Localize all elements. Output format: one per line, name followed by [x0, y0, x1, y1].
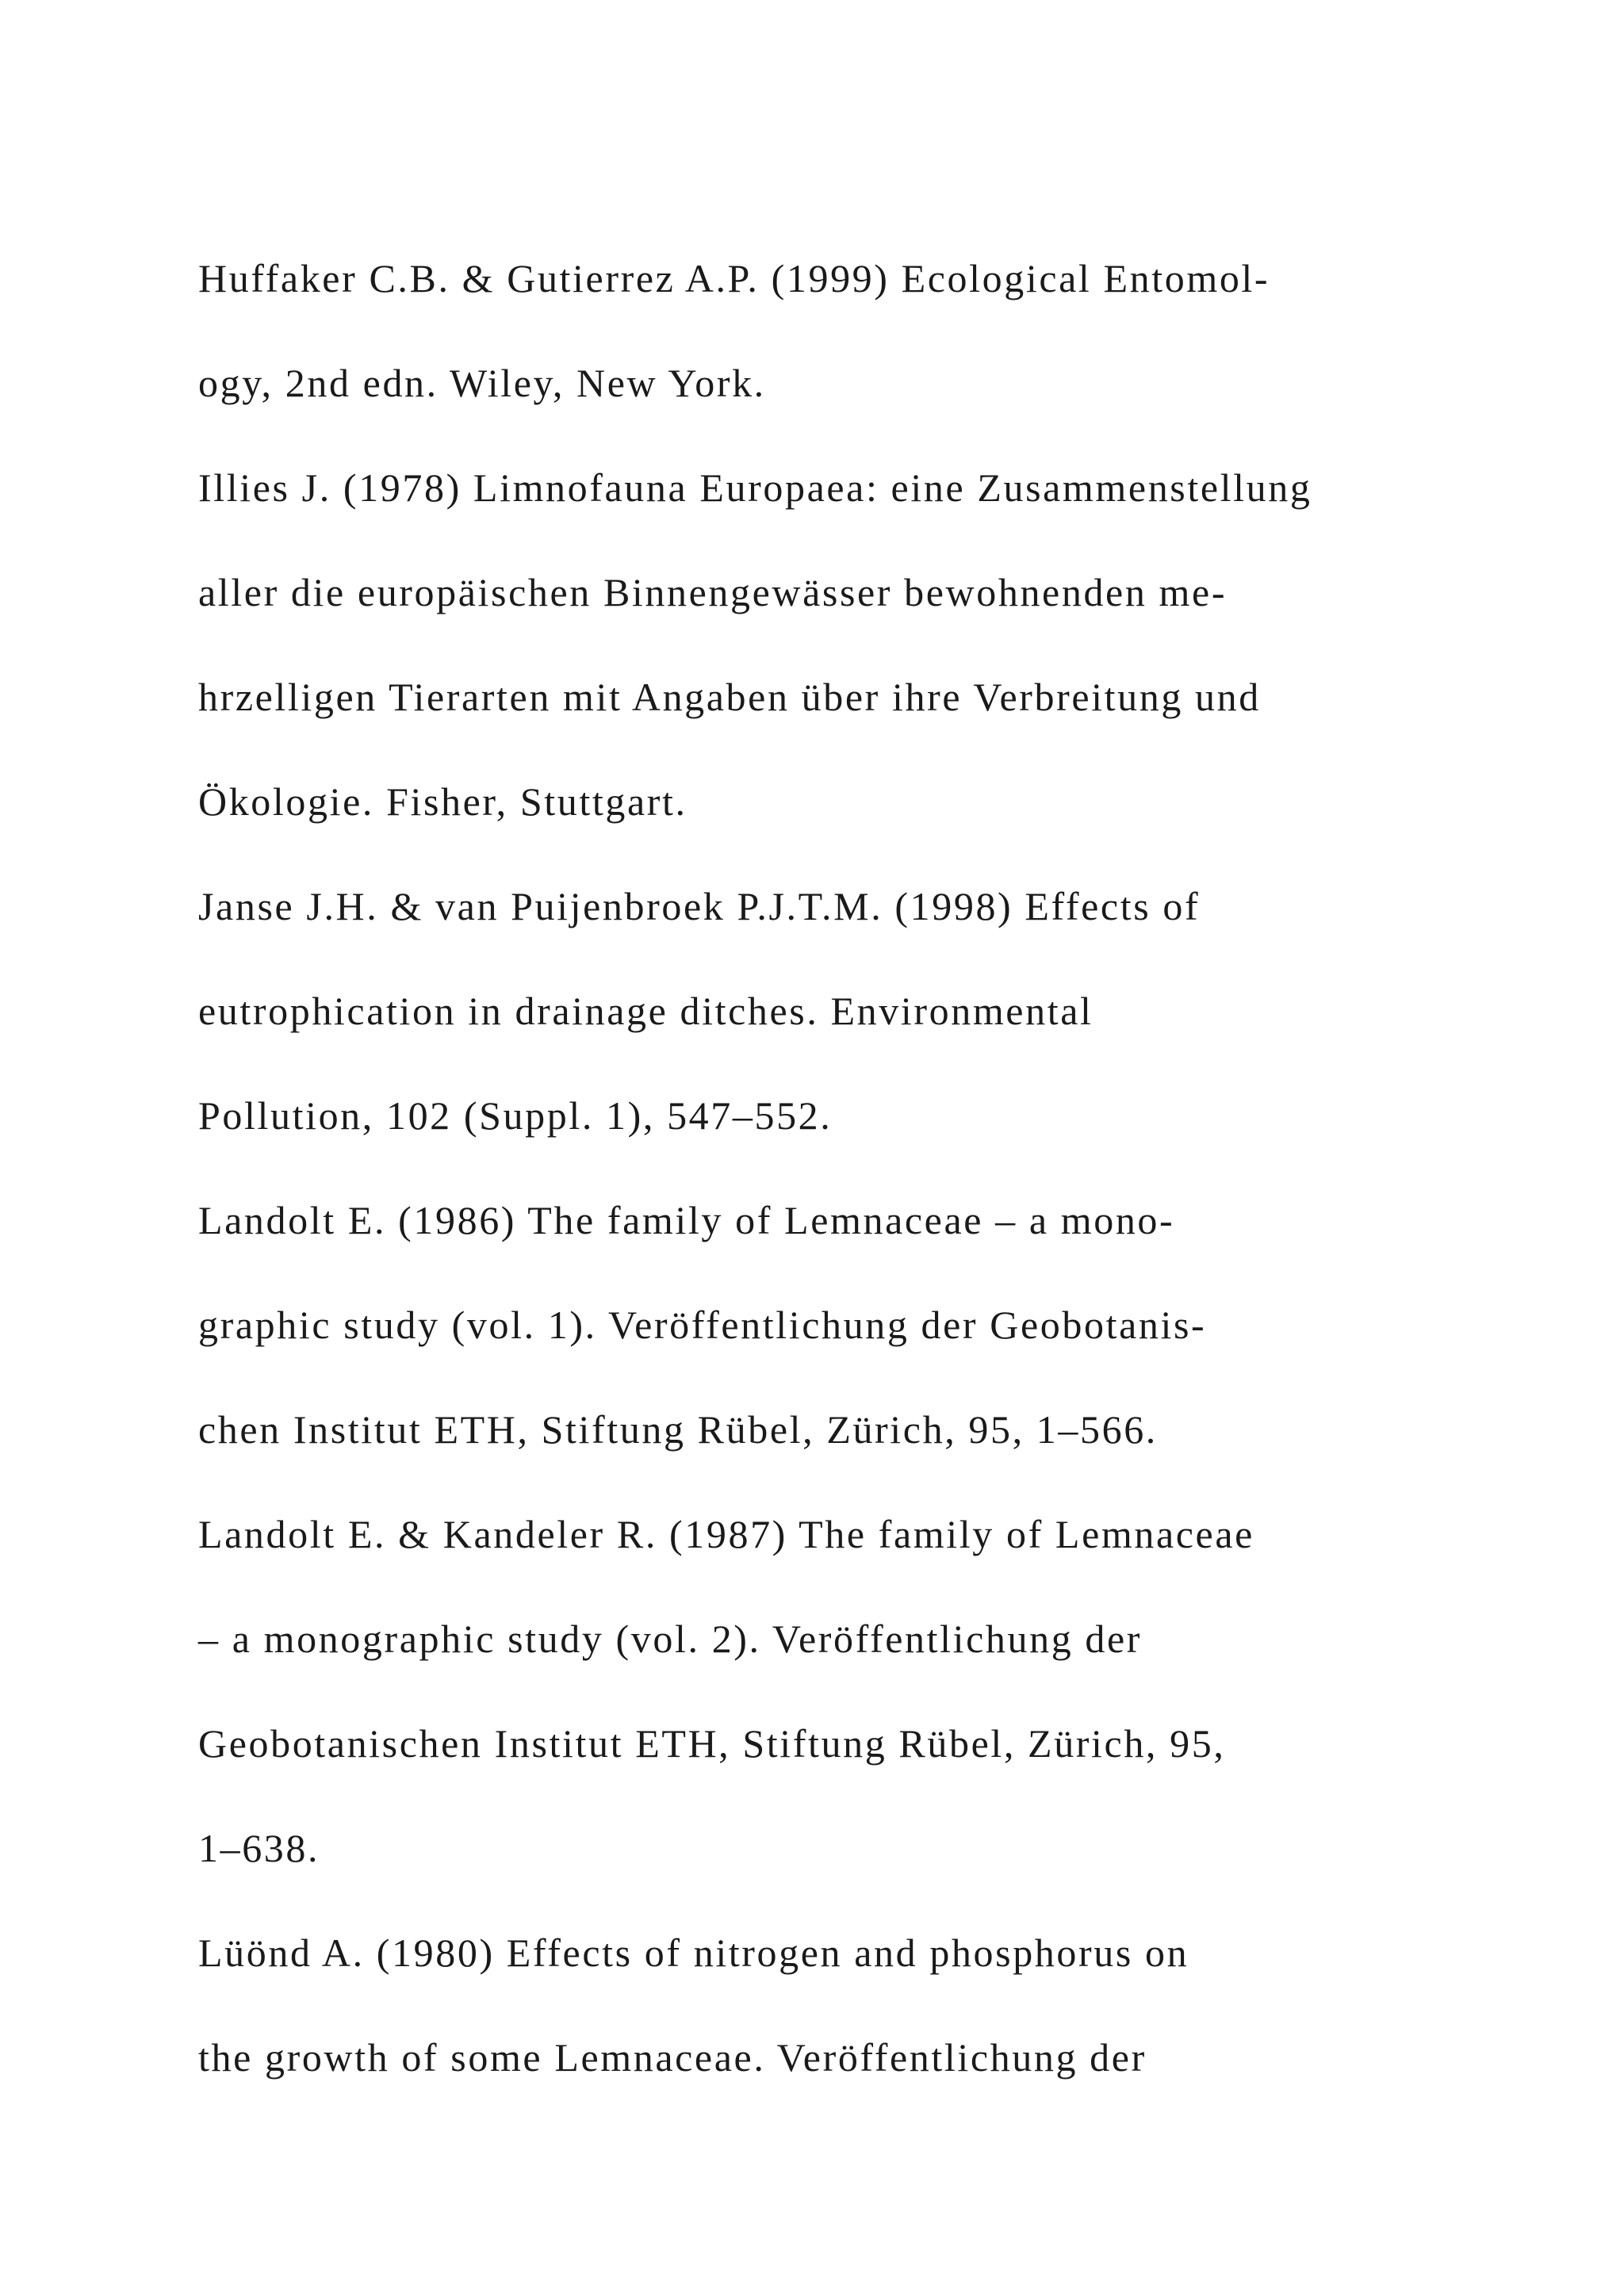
reference-line: aller die europäischen Binnengewässer bewohnenden me- [198, 570, 1228, 614]
reference-line: Huffaker C.B. & Gutierrez A.P. (1999) Ecological Entomol- [198, 256, 1270, 300]
reference-line: Janse J.H. & van Puijenbroek P.J.T.M. (1998) Effects of [198, 884, 1201, 928]
reference-line: Pollution, 102 (Suppl. 1), 547–552. [198, 1093, 833, 1138]
reference-entry [198, 870, 1467, 1184]
reference-line: chen Institut ETH, Stiftung Rübel, Zürich, 95, 1–566. [198, 1407, 1158, 1452]
reference-entry [198, 451, 1467, 870]
reference-line: graphic study (vol. 1). Veröffentlichung der Geobotanis- [198, 1303, 1207, 1347]
reference-entry [198, 242, 1467, 451]
reference-entry [198, 1184, 1467, 1498]
reference-entry [198, 1916, 1467, 2126]
reference-line: – a monographic study (vol. 2). Veröffentlichung der [198, 1617, 1143, 1661]
reference-list [198, 242, 1467, 2126]
reference-line: Illies J. (1978) Limnofauna Europaea: eine Zusammenstellung [198, 465, 1312, 510]
reference-line: 1–638. [198, 1826, 320, 1870]
reference-line: hrzelligen Tierarten mit Angaben über ihre Verbreitung und [198, 675, 1261, 719]
reference-line: Landolt E. & Kandeler R. (1987) The family of Lemnaceae [198, 1512, 1254, 1556]
reference-line: eutrophication in drainage ditches. Environmental [198, 989, 1094, 1033]
reference-entry [198, 1498, 1467, 1916]
reference-line: Geobotanischen Institut ETH, Stiftung Rübel, Zürich, 95, [198, 1721, 1226, 1766]
reference-line: Landolt E. (1986) The family of Lemnaceae – a mono- [198, 1198, 1175, 1242]
reference-line: Ökologie. Fisher, Stuttgart. [198, 779, 688, 824]
reference-line: the growth of some Lemnaceae. Veröffentlichung der [198, 2035, 1147, 2080]
reference-line: Lüönd A. (1980) Effects of nitrogen and phosphorus on [198, 1931, 1189, 1975]
reference-line: ogy, 2nd edn. Wiley, New York. [198, 361, 766, 405]
